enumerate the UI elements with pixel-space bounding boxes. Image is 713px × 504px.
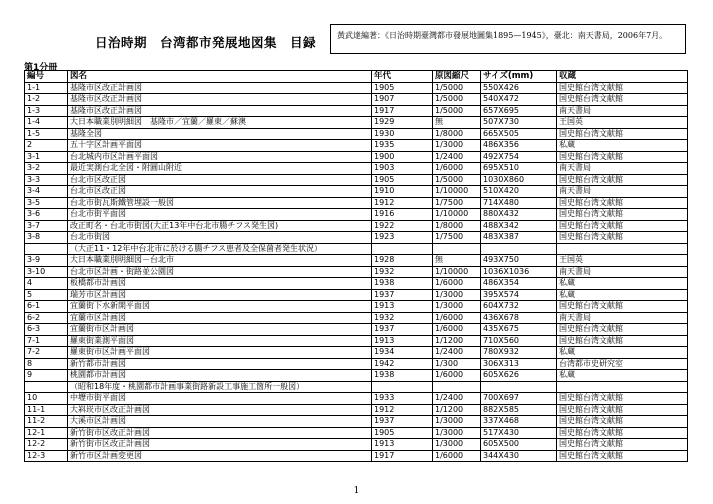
table-row [25,163,688,175]
cell-map-name: （大正11・12年中台北市に於ける腸チフス患者及全保菌者発生状況） [68,243,372,255]
table-row [25,301,688,313]
cell-map-name: 桃園都市計画図 [68,370,372,382]
cell-scale: 1/8000 [433,128,481,140]
table-row [25,128,688,140]
table-row [25,209,688,221]
cell-scale: 1/8000 [433,220,481,232]
cell-number: 11-2 [25,416,68,428]
cell-size: 486X356 [481,140,557,152]
cell-holder: 国史館台湾文献館 [557,324,688,336]
cell-year: 1933 [372,393,433,405]
cell-year: 1916 [372,209,433,221]
cell-map-name: 宜蘭街市区計画図 [68,324,372,336]
cell-scale: 1/1200 [433,404,481,416]
cell-scale: 1/6000 [433,163,481,175]
header-holder: 収蔵 [557,71,688,83]
cell-map-name: 板橋都市計画図 [68,278,372,290]
header-map-name: 図名 [68,71,372,83]
cell-year: 1917 [372,105,433,117]
cell-year: 1900 [372,151,433,163]
cell-scale: 無 [433,255,481,267]
cell-number: 2 [25,140,68,152]
cell-number: 1-3 [25,105,68,117]
cell-year: 1907 [372,94,433,106]
cell-scale [433,381,481,393]
cell-number: 3-3 [25,174,68,186]
table-row [25,174,688,186]
cell-size: 710X560 [481,335,557,347]
cell-map-name: 台北市街瓦斯鐵管埋設一般図 [68,197,372,209]
cell-size: 344X430 [481,450,557,462]
cell-map-name: （昭和18年度・桃園都市計画事業街路新設工事施工箇所一般図） [68,381,372,393]
table-row [25,439,688,451]
cell-size: 1036X1036 [481,266,557,278]
cell-holder [557,243,688,255]
cell-map-name: 基隆市区改正計画図 [68,94,372,106]
cell-year: 1938 [372,370,433,382]
table-row [25,232,688,244]
cell-map-name: 大溪市区計画図 [68,416,372,428]
cell-year [372,381,433,393]
cell-number: 1-2 [25,94,68,106]
cell-holder: 国史館台湾文献館 [557,416,688,428]
cell-year: 1913 [372,335,433,347]
table-row [25,140,688,152]
table-row [25,335,688,347]
cell-number: 5 [25,289,68,301]
cell-holder: 南天書局 [557,105,688,117]
cell-holder: 南天書局 [557,266,688,278]
cell-number: 12-2 [25,439,68,451]
cell-year [372,243,433,255]
cell-holder: 王国英 [557,255,688,267]
citation-box: 黃武達編著：《日治時期臺灣都市發展地圖集1895—1945》，臺北：南天書局，2006年7月。 [330,24,686,54]
cell-size: 483X387 [481,232,557,244]
cell-size: 604X732 [481,301,557,313]
cell-number: 3-1 [25,151,68,163]
cell-holder [557,381,688,393]
cell-map-name: 大嵙崁市区改正計画図 [68,404,372,416]
cell-size: 488X342 [481,220,557,232]
table-row [25,416,688,428]
cell-size [481,381,557,393]
cell-size: 492X754 [481,151,557,163]
cell-year: 1935 [372,140,433,152]
cell-scale: 1/6000 [433,324,481,336]
cell-size: 1030X860 [481,174,557,186]
cell-year: 1922 [372,220,433,232]
table-row [25,117,688,129]
cell-number: 3-9 [25,255,68,267]
cell-number [25,243,68,255]
cell-scale: 1/10000 [433,266,481,278]
table-row [25,427,688,439]
cell-size: 510X420 [481,186,557,198]
table-row [25,94,688,106]
cell-size: 780X932 [481,347,557,359]
cell-size: 605X500 [481,439,557,451]
table-row [25,82,688,94]
table-row [25,243,688,255]
cell-holder: 台湾都市史研究室 [557,358,688,370]
cell-number: 8 [25,358,68,370]
cell-holder: 私蔵 [557,347,688,359]
cell-year: 1912 [372,404,433,416]
cell-scale: 1/10000 [433,186,481,198]
cell-holder: 私蔵 [557,278,688,290]
cell-size: 507X730 [481,117,557,129]
cell-map-name: 新竹都市計画図 [68,358,372,370]
cell-scale: 1/2400 [433,151,481,163]
cell-size: 436X678 [481,312,557,324]
cell-number: 3-5 [25,197,68,209]
cell-scale: 1/1200 [433,335,481,347]
cell-holder: 南天書局 [557,312,688,324]
cell-number: 3-4 [25,186,68,198]
table-header-row [25,71,688,83]
cell-number: 1-1 [25,82,68,94]
cell-scale [433,243,481,255]
cell-scale: 1/6000 [433,312,481,324]
cell-map-name: 基隆市区改正計画図 [68,105,372,117]
cell-size: 540X472 [481,94,557,106]
cell-number: 6-2 [25,312,68,324]
header-scale: 原図縮尺 [433,71,481,83]
cell-number: 3-2 [25,163,68,175]
cell-holder: 国史館台湾文献館 [557,427,688,439]
cell-year: 1929 [372,117,433,129]
cell-holder: 国史館台湾文献館 [557,82,688,94]
cell-holder: 国史館台湾文献館 [557,301,688,313]
table-row [25,370,688,382]
cell-holder: 国史館台湾文献館 [557,197,688,209]
cell-year: 1937 [372,289,433,301]
cell-year: 1905 [372,82,433,94]
table-row [25,312,688,324]
cell-scale: 1/10000 [433,209,481,221]
cell-number: 1-4 [25,117,68,129]
cell-year: 1913 [372,301,433,313]
cell-holder: 私蔵 [557,289,688,301]
cell-number: 4 [25,278,68,290]
cell-map-name: 改正町名・台北市街図(大正13年中台北市腸チフス発生図) [68,220,372,232]
cell-scale: 1/3000 [433,301,481,313]
cell-size: 880X432 [481,209,557,221]
cell-number: 3-10 [25,266,68,278]
cell-size: 882X585 [481,404,557,416]
catalog-table [24,70,688,462]
cell-holder: 国史館台湾文献館 [557,335,688,347]
header-year: 年代 [372,71,433,83]
cell-size: 700X697 [481,393,557,405]
cell-map-name: 台北市区計画・街路並公園図 [68,266,372,278]
cell-number: 12-3 [25,450,68,462]
cell-size: 550X426 [481,82,557,94]
cell-scale: 1/7500 [433,197,481,209]
cell-number [25,381,68,393]
cell-size: 665X505 [481,128,557,140]
cell-holder: 国史館台湾文献館 [557,174,688,186]
cell-scale: 1/2400 [433,393,481,405]
cell-year: 1913 [372,439,433,451]
cell-holder: 南天書局 [557,186,688,198]
cell-number: 10 [25,393,68,405]
table-row [25,347,688,359]
cell-map-name: 五十字区計画平面図 [68,140,372,152]
cell-scale: 1/3000 [433,439,481,451]
cell-holder: 国史館台湾文献館 [557,151,688,163]
cell-number: 3-6 [25,209,68,221]
cell-year: 1910 [372,186,433,198]
cell-map-name: 新竹街市区改正計画図 [68,427,372,439]
cell-scale: 1/6000 [433,450,481,462]
cell-map-name: 羅東街業測平面図 [68,335,372,347]
cell-year: 1937 [372,416,433,428]
cell-year: 1942 [372,358,433,370]
cell-size [481,243,557,255]
header-size: サイズ(mm) [481,71,557,83]
table-row [25,255,688,267]
cell-holder: 私蔵 [557,140,688,152]
cell-size: 395X574 [481,289,557,301]
cell-map-name: 瑞芳市区計画図 [68,289,372,301]
cell-scale: 1/5000 [433,82,481,94]
cell-year: 1905 [372,427,433,439]
cell-number: 7-1 [25,335,68,347]
table-row [25,278,688,290]
cell-size: 493X750 [481,255,557,267]
cell-scale: 無 [433,117,481,129]
table-row [25,220,688,232]
cell-scale: 1/5000 [433,94,481,106]
cell-year: 1923 [372,232,433,244]
cell-number: 1-5 [25,128,68,140]
table-row [25,324,688,336]
cell-map-name: 宜蘭街下水新開平面図 [68,301,372,313]
table-row [25,186,688,198]
cell-scale: 1/2400 [433,347,481,359]
cell-scale: 1/3000 [433,427,481,439]
cell-size: 695X510 [481,163,557,175]
cell-size: 486X354 [481,278,557,290]
cell-number: 6-1 [25,301,68,313]
cell-year: 1930 [372,128,433,140]
cell-holder: 王国英 [557,117,688,129]
cell-size: 435X675 [481,324,557,336]
cell-holder: 国史館台湾文献館 [557,232,688,244]
cell-map-name: 大日本職業別明細図－台北市 [68,255,372,267]
cell-scale: 1/7500 [433,232,481,244]
document-title: 日治時期 台湾都市発展地図集 目録 [95,35,317,50]
cell-holder: 国史館台湾文献館 [557,209,688,221]
cell-holder: 国史館台湾文献館 [557,94,688,106]
cell-number: 7-2 [25,347,68,359]
cell-number: 11-1 [25,404,68,416]
cell-holder: 国史館台湾文献館 [557,128,688,140]
cell-size: 306X313 [481,358,557,370]
cell-scale: 1/300 [433,358,481,370]
cell-map-name: 宜蘭市区計画図 [68,312,372,324]
cell-size: 517X430 [481,427,557,439]
cell-holder: 私蔵 [557,370,688,382]
cell-number: 3-7 [25,220,68,232]
table-row [25,289,688,301]
cell-map-name: 最近実測台北全図・附圓山附近 [68,163,372,175]
cell-year: 1912 [372,197,433,209]
cell-scale: 1/3000 [433,416,481,428]
cell-size: 657X695 [481,105,557,117]
cell-scale: 1/3000 [433,289,481,301]
cell-size: 714X480 [481,197,557,209]
cell-map-name: 大日本職業別明細図 基隆市／宜蘭／羅東／蘇澳 [68,117,372,129]
cell-map-name: 台北市街平面図 [68,209,372,221]
cell-year: 1917 [372,450,433,462]
cell-holder: 国史館台湾文献館 [557,439,688,451]
cell-year: 1937 [372,324,433,336]
cell-year: 1905 [372,174,433,186]
cell-map-name: 新竹市区計画変更図 [68,450,372,462]
cell-year: 1934 [372,347,433,359]
table-row [25,381,688,393]
cell-holder: 南天書局 [557,163,688,175]
cell-scale: 1/5000 [433,105,481,117]
cell-scale: 1/5000 [433,174,481,186]
cell-size: 605X626 [481,370,557,382]
header-number: 編号 [25,71,68,83]
table-body [25,82,688,462]
table-row [25,404,688,416]
table-row [25,393,688,405]
cell-number: 9 [25,370,68,382]
cell-number: 6-3 [25,324,68,336]
cell-holder: 国史館台湾文献館 [557,220,688,232]
cell-map-name: 台北城内市区計画平面図 [68,151,372,163]
cell-scale: 1/6000 [433,278,481,290]
cell-map-name: 台北市区改正図 [68,186,372,198]
page-number: 1 [353,486,360,496]
cell-map-name: 羅東街市区計画平面図 [68,347,372,359]
cell-map-name: 新竹街市区改正計画図 [68,439,372,451]
cell-year: 1903 [372,163,433,175]
volume-label: 第1分冊 [24,63,58,73]
cell-year: 1938 [372,278,433,290]
cell-year: 1932 [372,266,433,278]
cell-number: 12-1 [25,427,68,439]
table-row [25,450,688,462]
cell-scale: 1/6000 [433,370,481,382]
table-row [25,151,688,163]
table-row [25,266,688,278]
cell-year: 1928 [372,255,433,267]
cell-map-name: 基隆全図 [68,128,372,140]
table-row [25,358,688,370]
cell-map-name: 台北市街図 [68,232,372,244]
cell-holder: 国史館台湾文献館 [557,450,688,462]
cell-size: 337X468 [481,416,557,428]
cell-holder: 国史館台湾文献館 [557,404,688,416]
cell-map-name: 基隆市区改正計画図 [68,82,372,94]
cell-number: 3-8 [25,232,68,244]
cell-year: 1932 [372,312,433,324]
cell-holder: 国史館台湾文献館 [557,393,688,405]
cell-scale: 1/3000 [433,140,481,152]
table-row [25,197,688,209]
table-row [25,105,688,117]
cell-map-name: 台北市区改正図 [68,174,372,186]
cell-map-name: 中壢市街平面図 [68,393,372,405]
